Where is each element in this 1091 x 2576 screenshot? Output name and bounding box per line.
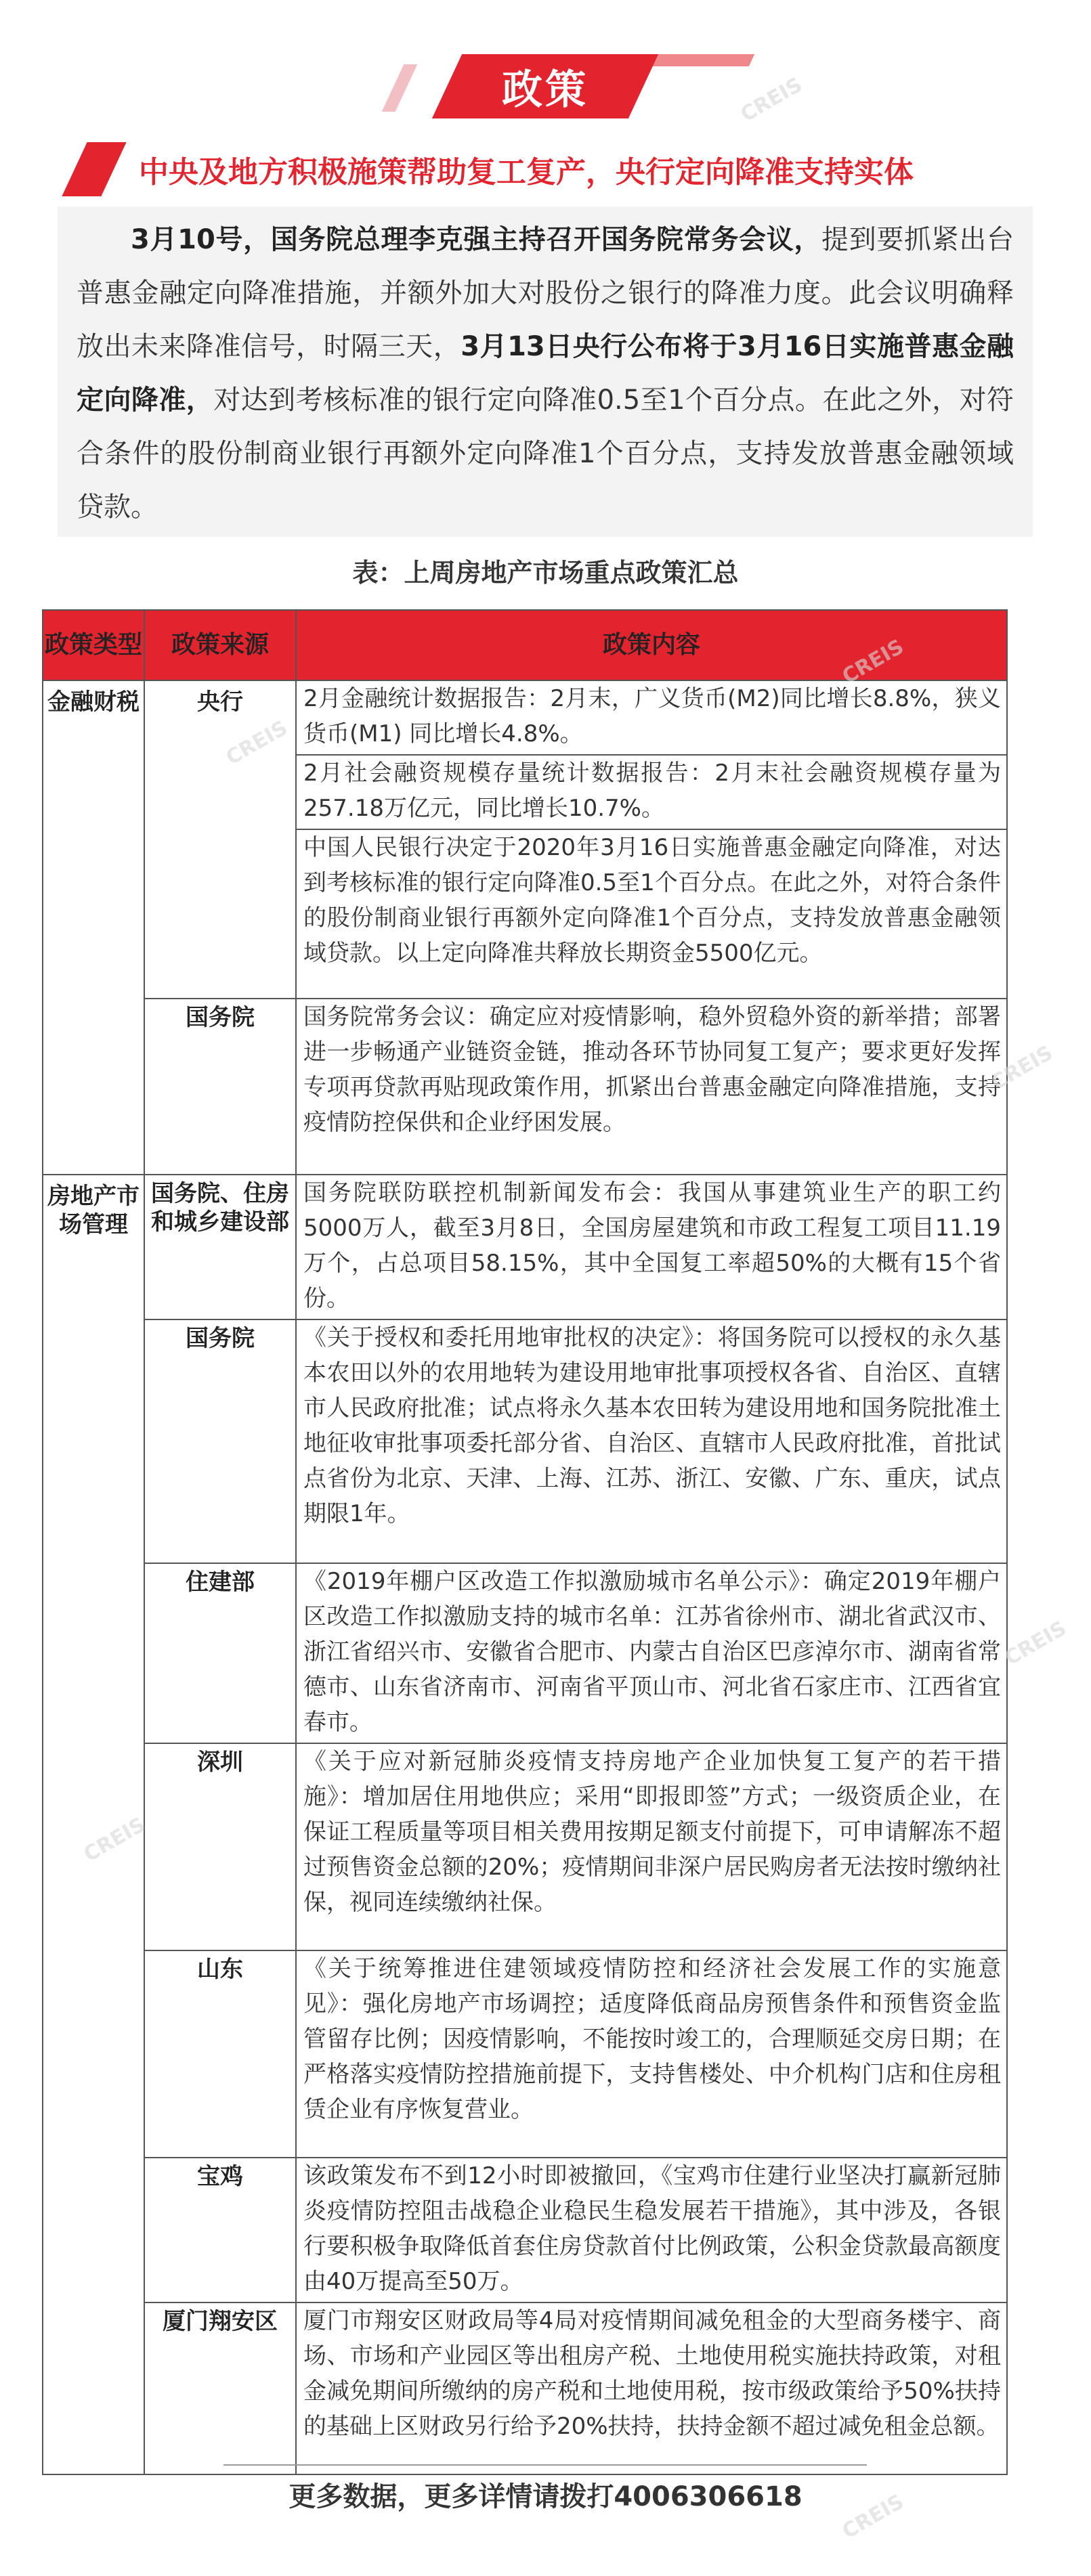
table-row bbox=[43, 1319, 1007, 1563]
intro-text-1: 提到要抓紧出台普惠金融定向降准措施，并额外加大对股份之银行的降准力度。此会议明确释放出未来降准信号，时隔三天， bbox=[77, 224, 1014, 362]
source-cell: 央行 bbox=[144, 680, 296, 999]
table-row bbox=[43, 1743, 1007, 1950]
content-cell: 2月社会融资规模存量统计数据报告：2月末社会融资规模存量为257.18万亿元，同比增长10.7%。 bbox=[296, 755, 1007, 829]
source-cell: 山东 bbox=[144, 1950, 296, 2158]
content-cell: 中国人民银行决定于2020年3月16日实施普惠金融定向降准，对达到考核标准的银行定向降准0.5至1个百分点。在此之外，对符合条件的股份制商业银行再额外定向降准1个百分点，支持发放普惠金融领域贷款。以上定向降准共释放长期资金5500亿元。 bbox=[296, 829, 1007, 999]
policy-table bbox=[42, 609, 1008, 2475]
watermark: CREIS bbox=[987, 1041, 1057, 1095]
intro-paragraph bbox=[58, 206, 1033, 534]
category-cell-finance: 金融财税 bbox=[43, 680, 144, 1175]
watermark: CREIS bbox=[79, 1812, 150, 1867]
content-cell: 国务院联防联控机制新闻发布会：我国从事建筑业生产的职工约5000万人，截至3月8日，全国房屋建筑和市政工程复工项目11.19万个，占总项目58.15%，其中全国复工率超50%的大概有15个省份。 bbox=[296, 1175, 1007, 1319]
intro-bold-2: 3月13日央行公布将于3月16日实施普惠金融定向降准， bbox=[77, 331, 1014, 416]
watermark: CREIS bbox=[736, 72, 807, 127]
watermark: CREIS bbox=[221, 716, 292, 770]
intro-text-2: 对达到考核标准的银行定向降准0.5至1个百分点。在此之外，对符合条件的股份制商业银行再额外定向降准1个百分点，支持发放普惠金融领域贷款。 bbox=[77, 385, 1014, 523]
headline-marker bbox=[62, 142, 126, 196]
content-cell: 该政策发布不到12小时即被撤回，《宝鸡市住建行业坚决打赢新冠肺炎疫情防控阻击战稳企业稳民生稳发展若干措施》，其中涉及，各银行要积极争取降低首套住房贷款首付比例政策，公积金贷款最高额度由40万提高至50万。 bbox=[296, 2158, 1007, 2302]
content-cell: 厦门市翔安区财政局等4局对疫情期间减免租金的大型商务楼宇、商场、市场和产业园区等出租房产税、土地使用税实施扶持政策，对租金减免期间所缴纳的房产税和土地使用税，按市级政策给予50%扶持的基础上区财政另行给予20%扶持，扶持金额不超过减免租金总额。 bbox=[296, 2302, 1007, 2474]
content-cell: 《关于授权和委托用地审批权的决定》：将国务院可以授权的永久基本农田以外的农用地转为建设用地审批事项授权各省、自治区、直辖市人民政府批准；试点将永久基本农田转为建设用地和国务院批准土地征收审批事项委托部分省、自治区、直辖市人民政府批准，首批试点省份为北京、天津、上海、江苏、浙江、安徽、广东、重庆，试点期限1年。 bbox=[296, 1319, 1007, 1563]
table-row bbox=[43, 680, 1007, 755]
watermark: CREIS bbox=[1000, 1616, 1071, 1671]
table-row bbox=[43, 1175, 1007, 1319]
watermark: CREIS bbox=[838, 2489, 908, 2544]
footer-divider bbox=[223, 2464, 867, 2466]
banner-decor-bar bbox=[382, 64, 418, 112]
table-row bbox=[43, 2158, 1007, 2302]
table-row bbox=[43, 1563, 1007, 1743]
source-cell: 深圳 bbox=[144, 1743, 296, 1950]
content-cell: 《关于应对新冠肺炎疫情支持房地产企业加快复工复产的若干措施》：增加居住用地供应；采用“即报即签”方式；一级资质企业，在保证工程质量等项目相关费用按期足额支付前提下，可申请解冻不超过预售资金总额的20%；疫情期间非深户居民购房者无法按时缴纳社保，视同连续缴纳社保。 bbox=[296, 1743, 1007, 1950]
category-cell-realestate: 房地产市场管理 bbox=[43, 1175, 144, 2474]
header-source: 政策来源 bbox=[144, 610, 296, 680]
content-cell: 国务院常务会议：确定应对疫情影响，稳外贸稳外资的新举措；部署进一步畅通产业链资金链，推动各环节协同复工复产；要求更好发挥专项再贷款再贴现政策作用，抓紧出台普惠金融定向降准措施，支持疫情防控保供和企业纾困发展。 bbox=[296, 999, 1007, 1175]
headline bbox=[74, 142, 1029, 196]
content-cell: 《2019年棚户区改造工作拟激励城市名单公示》：确定2019年棚户区改造工作拟激励支持的城市名单：江苏省徐州市、湖北省武汉市、浙江省绍兴市、安徽省合肥市、内蒙古自治区巴彦淖尔市、湖南省常德市、山东省济南市、河南省平顶山市、河北省石家庄市、江西省宜春市。 bbox=[296, 1563, 1007, 1743]
source-cell: 宝鸡 bbox=[144, 2158, 296, 2302]
table-row bbox=[43, 999, 1007, 1175]
table-caption: 表：上周房地产市场重点政策汇总 bbox=[352, 558, 739, 588]
header-category: 政策类型 bbox=[43, 610, 144, 680]
banner-accent-stripe bbox=[641, 54, 754, 66]
table-row bbox=[43, 1950, 1007, 2158]
source-cell: 厦门翔安区 bbox=[144, 2302, 296, 2474]
footer-contact: 更多数据，更多详情请拨打4006306618 bbox=[288, 2481, 803, 2512]
watermark: CREIS bbox=[838, 634, 908, 689]
headline-text: 中央及地方积极施策帮助复工复产，央行定向降准支持实体 bbox=[139, 155, 914, 190]
content-cell: 《关于统筹推进住建领域疫情防控和经济社会发展工作的实施意见》：强化房地产市场调控；适度降低商品房预售条件和预售资金监管留存比例；因疫情影响，不能按时竣工的，合理顺延交房日期；在严格落实疫情防控措施前提下，支持售楼处、中介机构门店和住房租赁企业有序恢复营业。 bbox=[296, 1950, 1007, 2158]
intro-bold-1: 3月10号，国务院总理李克强主持召开国务院常务会议， bbox=[131, 224, 822, 255]
banner-title: 政策 bbox=[502, 66, 589, 114]
source-cell: 国务院 bbox=[144, 999, 296, 1175]
table-row bbox=[43, 2302, 1007, 2474]
source-cell: 住建部 bbox=[144, 1563, 296, 1743]
header-content: 政策内容 bbox=[296, 610, 1007, 680]
source-cell: 国务院 bbox=[144, 1319, 296, 1563]
source-cell: 国务院、住房和城乡建设部 bbox=[144, 1175, 296, 1319]
content-cell: 2月金融统计数据报告：2月末，广义货币(M2)同比增长8.8%，狭义货币(M1) 同比增长4.8%。 bbox=[296, 680, 1007, 755]
intro-paragraph-box bbox=[58, 206, 1033, 537]
top-banner bbox=[0, 0, 1091, 115]
